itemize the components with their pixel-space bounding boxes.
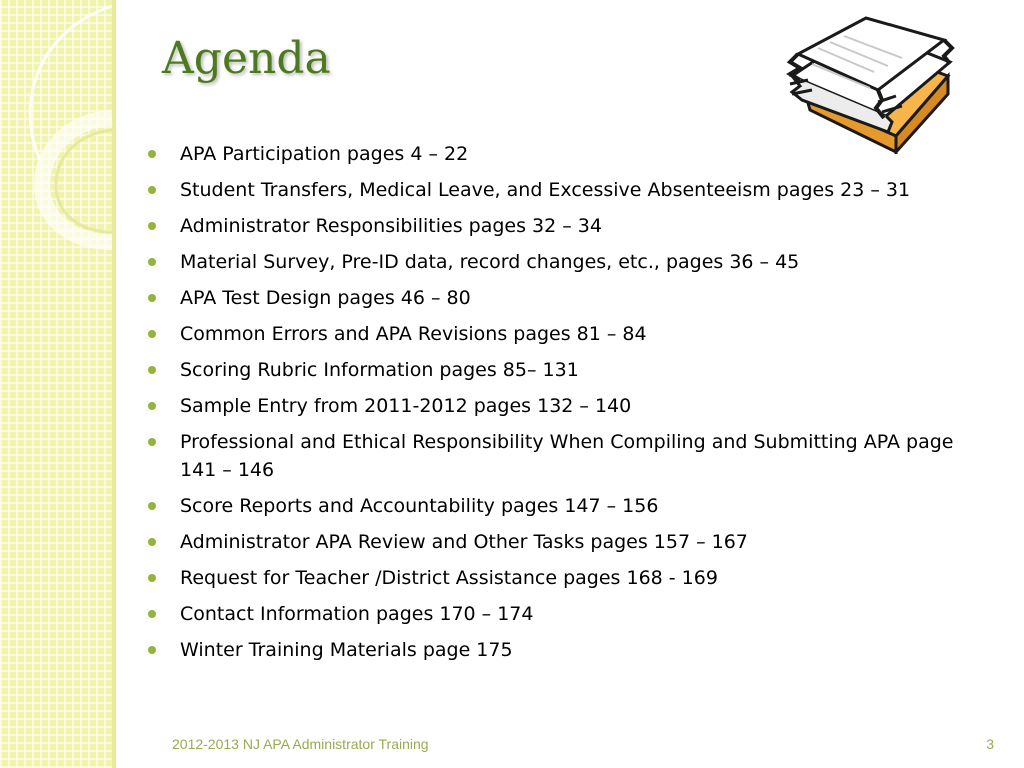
agenda-item (146, 356, 976, 384)
slide-title: Agenda (162, 33, 331, 84)
agenda-list (146, 140, 976, 672)
bullet-icon (148, 366, 156, 374)
agenda-item-text: Professional and Ethical Responsibility When Compiling and Submitting APA page 141 – 146 (180, 431, 954, 481)
bullet-icon (148, 258, 156, 266)
agenda-item-text: APA Participation pages 4 – 22 (180, 143, 469, 165)
agenda-item-text: Request for Teacher /District Assistance pages 168 - 169 (180, 567, 718, 589)
agenda-item (146, 248, 976, 276)
agenda-item-text: Winter Training Materials page 175 (180, 639, 513, 661)
agenda-item (146, 320, 976, 348)
agenda-item-text: Contact Information pages 170 – 174 (180, 603, 534, 625)
bullet-icon (148, 186, 156, 194)
agenda-item-text: Score Reports and Accountability pages 147 – 156 (180, 495, 659, 517)
page-number: 3 (986, 736, 994, 752)
agenda-item (146, 428, 976, 484)
agenda-item (146, 600, 976, 628)
agenda-item (146, 564, 976, 592)
agenda-item-text: Sample Entry from 2011-2012 pages 132 – 140 (180, 395, 632, 417)
agenda-item-text: Administrator APA Review and Other Tasks pages 157 – 167 (180, 531, 748, 553)
agenda-item (146, 636, 976, 664)
agenda-item (146, 284, 976, 312)
bullet-icon (148, 438, 156, 446)
agenda-item-text: Student Transfers, Medical Leave, and Excessive Absenteeism pages 23 – 31 (180, 179, 911, 201)
bullet-icon (148, 402, 156, 410)
agenda-item-text: Scoring Rubric Information pages 85– 131 (180, 359, 579, 381)
bullet-icon (148, 610, 156, 618)
bullet-icon (148, 150, 156, 158)
agenda-item-text: APA Test Design pages 46 – 80 (180, 287, 471, 309)
bullet-icon (148, 330, 156, 338)
agenda-item (146, 528, 976, 556)
agenda-item (146, 212, 976, 240)
bullet-icon (148, 502, 156, 510)
agenda-item (146, 140, 976, 168)
bullet-icon (148, 538, 156, 546)
agenda-item (146, 392, 976, 420)
agenda-item-text: Material Survey, Pre-ID data, record changes, etc., pages 36 – 45 (180, 251, 800, 273)
footer-text: 2012-2013 NJ APA Administrator Training (172, 736, 429, 752)
agenda-item (146, 492, 976, 520)
agenda-item (146, 176, 976, 204)
paper-stack-icon (778, 14, 958, 154)
bullet-icon (148, 574, 156, 582)
agenda-item-text: Common Errors and APA Revisions pages 81 – 84 (180, 323, 647, 345)
bullet-icon (148, 294, 156, 302)
bullet-icon (148, 646, 156, 654)
bullet-icon (148, 222, 156, 230)
agenda-item-text: Administrator Responsibilities pages 32 – 34 (180, 215, 602, 237)
